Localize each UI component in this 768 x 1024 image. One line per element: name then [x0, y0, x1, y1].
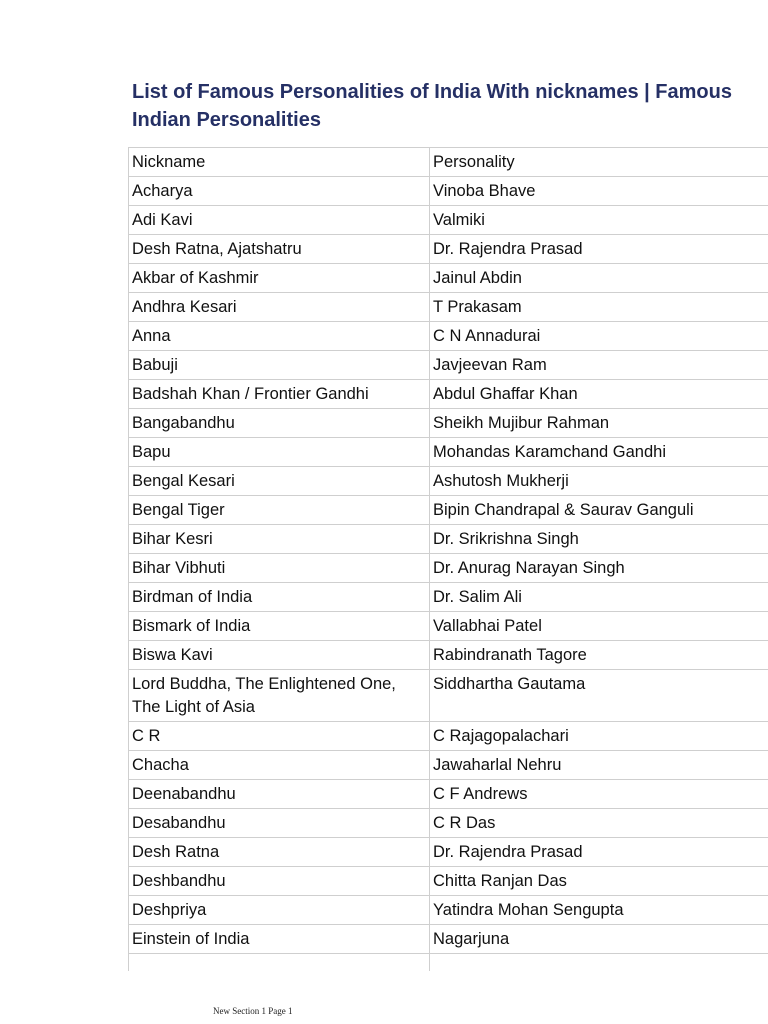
table-row	[129, 896, 768, 925]
nickname-cell: Babuji	[129, 351, 430, 380]
table-row	[129, 351, 768, 380]
nickname-cell: Chacha	[129, 751, 430, 780]
table-row	[129, 525, 768, 554]
table-row	[129, 496, 768, 525]
personality-cell: Yatindra Mohan Sengupta	[430, 896, 768, 925]
nickname-cell: Birdman of India	[129, 583, 430, 612]
personality-cell: T Prakasam	[430, 293, 768, 322]
table-row	[129, 780, 768, 809]
personality-cell: C N Annadurai	[430, 322, 768, 351]
personality-cell: Mohandas Karamchand Gandhi	[430, 438, 768, 467]
personality-cell: Dr. Anurag Narayan Singh	[430, 554, 768, 583]
nickname-cell: Einstein of India	[129, 925, 430, 954]
personality-cell: Dr. Salim Ali	[430, 583, 768, 612]
table-row	[129, 467, 768, 496]
nickname-cell: Lord Buddha, The Enlightened One, The Light of Asia	[129, 670, 430, 722]
table-row	[129, 409, 768, 438]
personality-cell: Dr. Rajendra Prasad	[430, 235, 768, 264]
nickname-cell: Biswa Kavi	[129, 641, 430, 670]
table-row	[129, 264, 768, 293]
table-row	[129, 751, 768, 780]
page-title: List of Famous Personalities of India With nicknames | Famous Indian Personalities	[132, 81, 732, 131]
personality-cell: Siddhartha Gautama	[430, 670, 768, 722]
personality-cell: Vinoba Bhave	[430, 177, 768, 206]
table-header-row	[129, 148, 768, 177]
table-row	[129, 809, 768, 838]
table-row	[129, 380, 768, 409]
nickname-cell: Andhra Kesari	[129, 293, 430, 322]
personality-cell: Vallabhai Patel	[430, 612, 768, 641]
personality-cell: C Rajagopalachari	[430, 722, 768, 751]
nickname-cell: Bismark of India	[129, 612, 430, 641]
nickname-cell: Deshbandhu	[129, 867, 430, 896]
nickname-cell: Adi Kavi	[129, 206, 430, 235]
personality-cell: C R Das	[430, 809, 768, 838]
personality-cell: Ashutosh Mukherji	[430, 467, 768, 496]
table-row	[129, 867, 768, 896]
table-row	[129, 554, 768, 583]
nickname-cell	[129, 954, 430, 972]
nickname-cell: Bengal Kesari	[129, 467, 430, 496]
nickname-cell: Bapu	[129, 438, 430, 467]
personality-cell: Javjeevan Ram	[430, 351, 768, 380]
personality-cell: Nagarjuna	[430, 925, 768, 954]
table-row	[129, 722, 768, 751]
table-row	[129, 438, 768, 467]
nickname-cell: Badshah Khan / Frontier Gandhi	[129, 380, 430, 409]
personality-cell	[430, 954, 768, 972]
personality-cell: Bipin Chandrapal & Saurav Ganguli	[430, 496, 768, 525]
personality-cell: Chitta Ranjan Das	[430, 867, 768, 896]
table-row	[129, 293, 768, 322]
nickname-cell: Akbar of Kashmir	[129, 264, 430, 293]
nickname-cell: Desh Ratna, Ajatshatru	[129, 235, 430, 264]
nickname-cell: C R	[129, 722, 430, 751]
page-footer: New Section 1 Page 1	[213, 1006, 293, 1016]
nickname-table-container	[128, 147, 768, 971]
personality-cell: Jainul Abdin	[430, 264, 768, 293]
table-row	[129, 177, 768, 206]
nickname-cell: Bangabandhu	[129, 409, 430, 438]
personality-cell: C F Andrews	[430, 780, 768, 809]
table-row	[129, 670, 768, 722]
nickname-cell: Desh Ratna	[129, 838, 430, 867]
header-nickname: Nickname	[129, 148, 430, 177]
table-row	[129, 583, 768, 612]
table-row	[129, 206, 768, 235]
personality-cell: Rabindranath Tagore	[430, 641, 768, 670]
nickname-cell: Deshpriya	[129, 896, 430, 925]
table-row	[129, 954, 768, 972]
personality-cell: Dr. Srikrishna Singh	[430, 525, 768, 554]
header-personality: Personality	[430, 148, 768, 177]
nickname-table	[128, 147, 768, 971]
personality-cell: Sheikh Mujibur Rahman	[430, 409, 768, 438]
nickname-cell: Bihar Vibhuti	[129, 554, 430, 583]
nickname-cell: Acharya	[129, 177, 430, 206]
nickname-cell: Deenabandhu	[129, 780, 430, 809]
personality-cell: Abdul Ghaffar Khan	[430, 380, 768, 409]
nickname-table-body	[129, 148, 768, 972]
table-row	[129, 612, 768, 641]
nickname-cell: Anna	[129, 322, 430, 351]
table-row	[129, 838, 768, 867]
personality-cell: Valmiki	[430, 206, 768, 235]
table-row	[129, 925, 768, 954]
nickname-cell: Bihar Kesri	[129, 525, 430, 554]
nickname-cell: Bengal Tiger	[129, 496, 430, 525]
personality-cell: Jawaharlal Nehru	[430, 751, 768, 780]
table-row	[129, 322, 768, 351]
personality-cell: Dr. Rajendra Prasad	[430, 838, 768, 867]
nickname-cell: Desabandhu	[129, 809, 430, 838]
table-row	[129, 235, 768, 264]
table-row	[129, 641, 768, 670]
